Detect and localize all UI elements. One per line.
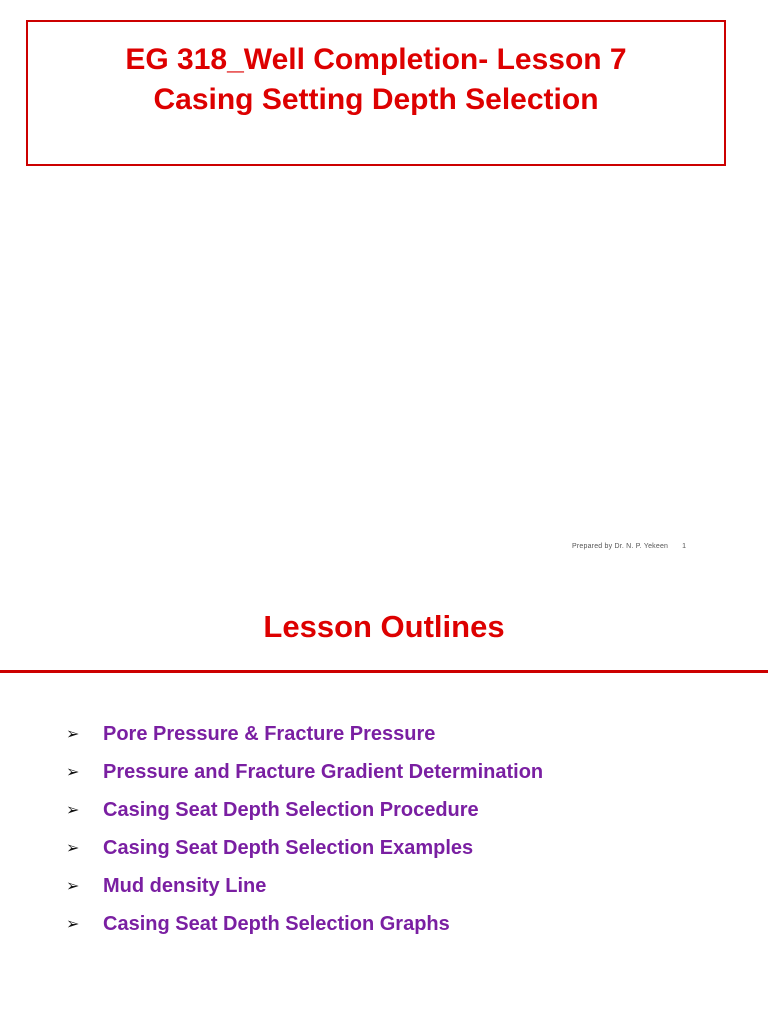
lesson-subtitle: Casing Setting Depth Selection <box>153 83 599 116</box>
slide-footer <box>572 543 686 550</box>
arrowhead-bullet-icon: ➢ <box>66 916 80 933</box>
author-credit: Prepared by Dr. N. P. Yekeen <box>572 543 669 550</box>
arrowhead-bullet-icon: ➢ <box>66 802 80 819</box>
list-item <box>0 794 768 832</box>
list-item <box>0 718 768 756</box>
title-box <box>26 20 726 166</box>
list-item-text: Pore Pressure & Fracture Pressure <box>103 723 436 745</box>
arrowhead-bullet-icon: ➢ <box>66 878 80 895</box>
arrowhead-bullet-icon: ➢ <box>66 840 80 857</box>
title-divider <box>0 670 768 673</box>
list-item-text: Mud density Line <box>103 875 267 897</box>
list-item-text: Casing Seat Depth Selection Procedure <box>103 799 479 821</box>
outline-list <box>0 718 768 946</box>
list-item-text: Casing Seat Depth Selection Graphs <box>103 913 450 935</box>
arrowhead-bullet-icon: ➢ <box>66 764 80 781</box>
list-item-text: Casing Seat Depth Selection Examples <box>103 837 474 859</box>
list-item-text: Pressure and Fracture Gradient Determination <box>103 761 544 783</box>
list-item <box>0 756 768 794</box>
arrowhead-bullet-icon: ➢ <box>66 726 80 743</box>
page-number: 1 <box>682 543 687 550</box>
list-item <box>0 870 768 908</box>
lesson-title: EG 318_Well Completion- Lesson 7 <box>125 43 627 76</box>
list-item <box>0 832 768 870</box>
list-item <box>0 908 768 946</box>
outline-title: Lesson Outlines <box>263 609 505 644</box>
